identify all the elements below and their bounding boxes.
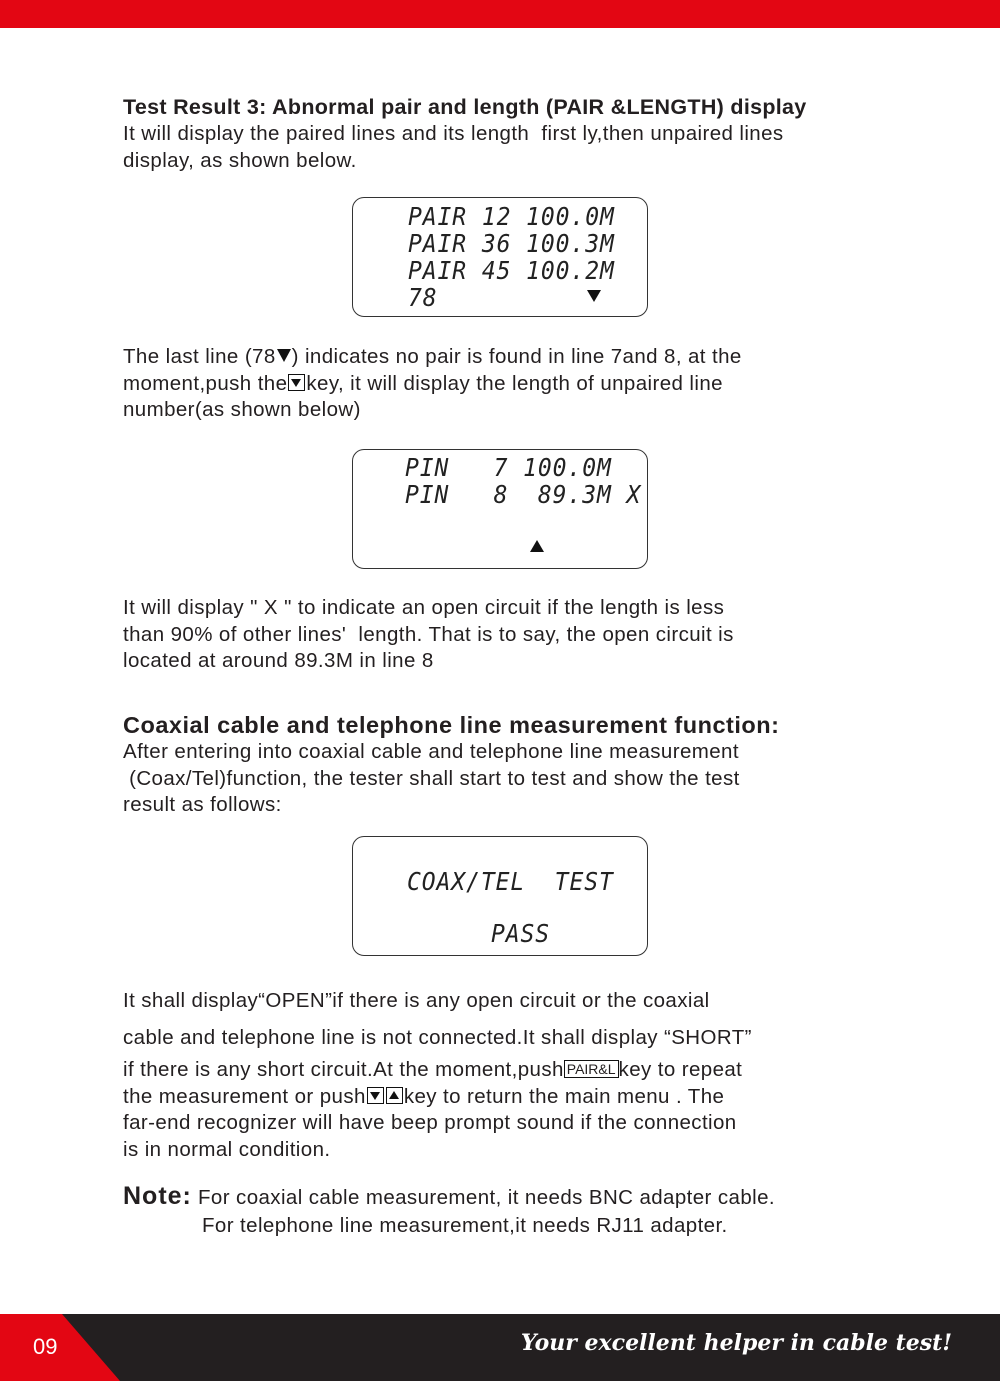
page-number: 09 xyxy=(33,1334,58,1359)
down-triangle-icon xyxy=(587,290,601,302)
section2 xyxy=(123,711,923,819)
para4-line-4b: key to return the main menu . The xyxy=(403,1084,725,1108)
para2-text-e: number(as shown below) xyxy=(123,398,361,421)
para2-text-a: The last line (78 xyxy=(123,345,276,368)
note-line-2: For telephone line measurement,it needs RJ11 adapter. xyxy=(202,1213,728,1237)
para4-line-3a: if there is any short circuit.At the moment,push xyxy=(123,1058,564,1081)
down-key-icon xyxy=(288,374,305,391)
lcd3-line-1: COAX/TEL TEST xyxy=(407,867,614,896)
para4-line-3b: key to repeat xyxy=(618,1058,743,1081)
lcd-display-pin-length xyxy=(352,449,648,569)
page-content xyxy=(123,93,903,174)
pair-length-key: PAIR&L xyxy=(564,1060,619,1078)
lcd-display-pair-length xyxy=(352,197,648,317)
lcd1-line-3: PAIR 45 100.2M xyxy=(408,256,615,285)
section1-heading: Test Result 3: Abnormal pair and length (PAIR &LENGTH) display xyxy=(123,95,807,119)
para4-line-2: cable and telephone line is not connected.It shall display “SHORT” xyxy=(123,1025,752,1049)
section2-heading: Coaxial cable and telephone line measurement function: xyxy=(123,712,780,738)
para4-line-5: far-end recognizer will have beep prompt sound if the connection is in normal condition. xyxy=(123,1111,737,1161)
paragraph-open-short xyxy=(123,988,923,1163)
para2-text-b: ) indicates no pair is found in line 7and 8, at the xyxy=(291,345,742,368)
lcd1-line-1: PAIR 12 100.0M xyxy=(408,202,615,231)
lcd2-line-2: PIN 8 89.3M X xyxy=(405,480,642,509)
up-key-icon xyxy=(386,1087,403,1104)
para2-text-c: moment,push the xyxy=(123,371,288,395)
para2-text-d: key, it will display the length of unpaired line xyxy=(306,371,723,395)
note-label: Note: xyxy=(123,1182,192,1210)
section2-intro: After entering into coaxial cable and telephone line measurement (Coax/Tel)function, the tester shall start to test and show the test result as follows: xyxy=(123,740,740,816)
down-triangle-icon xyxy=(277,349,291,362)
section1-intro: It will display the paired lines and its length first ly,then unpaired lines display, as shown below. xyxy=(123,122,784,172)
top-accent-bar xyxy=(0,0,1000,28)
para4-line-1: It shall display“OPEN”if there is any open circuit or the coaxial xyxy=(123,989,710,1012)
note-line-1: For coaxial cable measurement, it needs BNC adapter cable. xyxy=(198,1186,775,1209)
note-block xyxy=(123,1183,923,1239)
paragraph-last-line xyxy=(123,344,903,424)
down-key-icon xyxy=(367,1087,384,1104)
up-triangle-icon xyxy=(530,540,544,552)
footer-tagline: Your excellent helper in cable test! xyxy=(520,1330,952,1356)
lcd2-line-1: PIN 7 100.0M xyxy=(405,453,612,482)
lcd3-line-2: PASS xyxy=(491,919,551,948)
lcd-display-coax-tel xyxy=(352,836,648,956)
lcd1-line-4: 78 xyxy=(408,283,438,312)
paragraph-open-circuit: It will display " X " to indicate an open circuit if the length is less than 90% of other lines' length. That is to say, the open circuit is located at around 89.3M in line 8 xyxy=(123,596,734,672)
para4-line-4a: the measurement or push xyxy=(123,1084,366,1108)
lcd1-line-2: PAIR 36 100.3M xyxy=(408,229,615,258)
